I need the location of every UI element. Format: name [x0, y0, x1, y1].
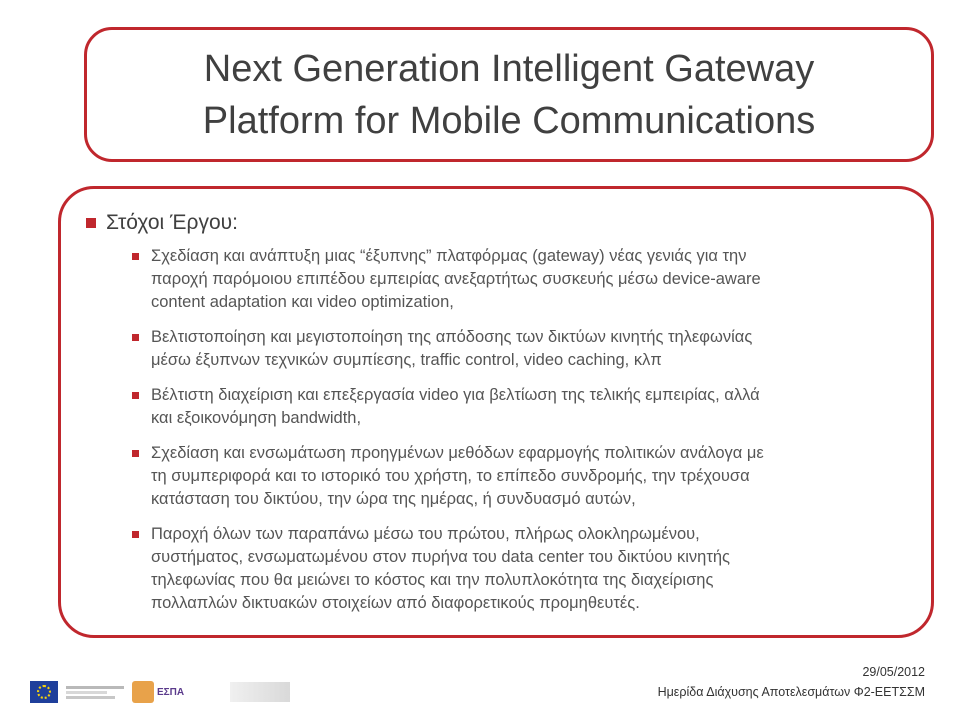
section-heading — [86, 211, 238, 235]
footer-date: 29/05/2012 — [862, 665, 925, 679]
bullet-line: παροχή παρόμοιου επιπέδου εμπειρίας ανεξαρτήτως συσκευής μέσω device-aware — [151, 270, 761, 288]
bullet-line: τηλεφωνίας που θα μειώνει το κόστος και την πολυπλοκότητα της διαχείρισης — [151, 571, 714, 589]
bullet-line: κατάσταση του δικτύου, την ώρα της ημέρας, ή συνδυασμό αυτών, — [151, 490, 636, 508]
bullet-item — [132, 245, 892, 314]
heading-text: Στόχοι Έργου: — [106, 211, 238, 234]
bullet-line: τη συμπεριφορά και το ιστορικό του χρήστη, το επίπεδο συνδρομής, την τρέχουσα — [151, 467, 750, 485]
slide-title-line-2: Platform for Mobile Communications — [202, 99, 816, 142]
eu-flag-logo — [30, 681, 58, 703]
bullet-line: Βέλτιστη διαχείριση και επεξεργασία video για βελτίωση της τελικής εμπειρίας, αλλά — [151, 386, 760, 404]
bullet-square-icon — [132, 450, 139, 457]
bullet-item — [132, 442, 892, 511]
bullet-line: Βελτιστοποίηση και μεγιστοποίηση της απόδοσης των δικτύων κινητής τηλεφωνίας — [151, 328, 753, 346]
bullet-line: συστήματος, ενσωματωμένου στον πυρήνα του data center του δικτύου κινητής — [151, 548, 731, 566]
program-logo — [66, 681, 124, 703]
espa-mark-icon — [132, 681, 154, 703]
bullet-line: Σχεδίαση και ανάπτυξη μιας “έξυπνης” πλατφόρμας (gateway) νέας γενιάς για την — [151, 247, 747, 265]
bullet-item — [132, 326, 892, 372]
footer-logos — [30, 677, 290, 707]
title-frame — [84, 27, 934, 162]
slide-title-line-1: Next Generation Intelligent Gateway — [203, 47, 815, 90]
eu-stars-icon — [37, 685, 51, 699]
bullet-line: πολλαπλών δικτυακών στοιχείων από διαφορετικούς προμηθευτές. — [151, 594, 640, 612]
bullet-square-icon — [86, 218, 96, 228]
espa-logo — [132, 679, 222, 705]
bullet-square-icon — [132, 392, 139, 399]
bullet-line: μέσω έξυπνων τεχνικών συμπίεσης, traffic control, video caching, κλπ — [151, 351, 662, 369]
bullet-line: Σχεδίαση και ενσωμάτωση προηγμένων μεθόδων εφαρμογής πολιτικών ανάλογα με — [151, 444, 764, 462]
bullet-line: content adaptation και video optimization, — [151, 293, 454, 311]
footer-event: Ημερίδα Διάχυσης Αποτελεσμάτων Φ2-ΕΕΤΣΣΜ — [657, 685, 925, 699]
bullet-square-icon — [132, 334, 139, 341]
bullet-item — [132, 384, 892, 430]
espa-label: ΕΣΠΑ — [157, 686, 185, 698]
footer-info — [658, 662, 925, 702]
bullet-square-icon — [132, 531, 139, 538]
bullet-line: Παροχή όλων των παραπάνω μέσω του πρώτου, πλήρως ολοκληρωμένου, — [151, 525, 700, 543]
bullet-list — [132, 245, 892, 627]
bullet-line: και εξοικονόμηση bandwidth, — [151, 409, 362, 427]
sponsor-strip-logo — [230, 682, 290, 702]
bullet-square-icon — [132, 253, 139, 260]
bullet-item — [132, 523, 892, 615]
